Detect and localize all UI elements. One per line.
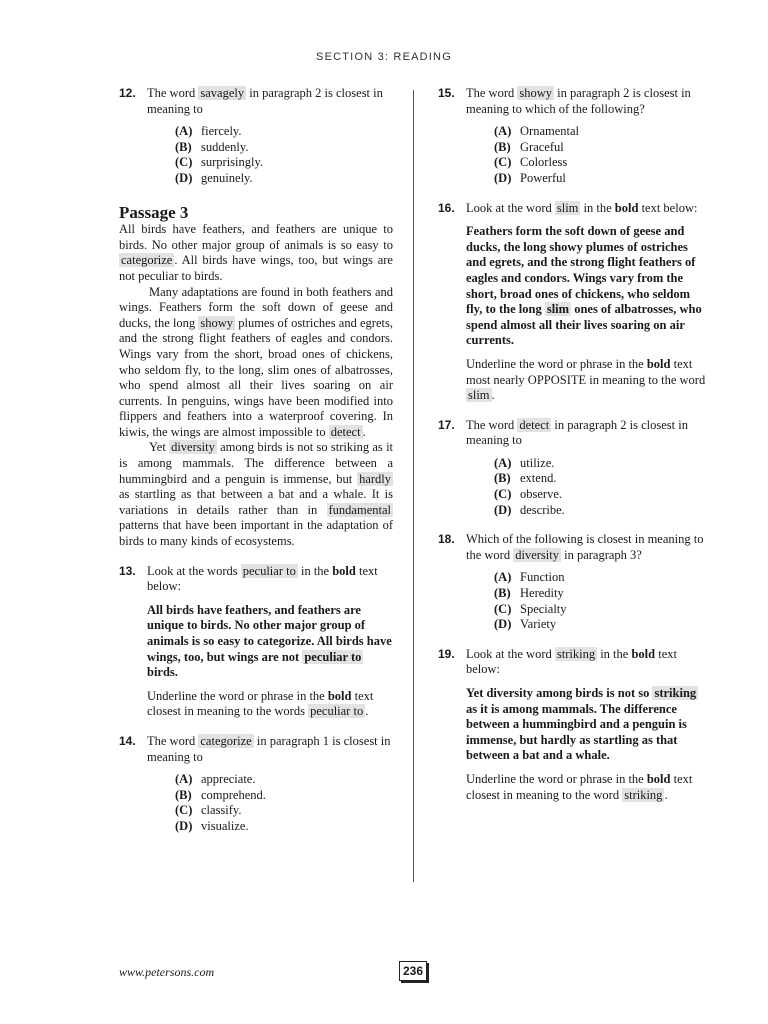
highlighted-word: slim (556, 200, 579, 215)
option-c[interactable]: (C) classify. (175, 803, 242, 818)
highlighted-word: peculiar to (310, 704, 364, 719)
question-12 (119, 86, 393, 187)
option-a[interactable]: (A) Ornamental (494, 124, 580, 139)
right-column (438, 86, 708, 803)
question-stem: Look at the word striking in the bold text below: (466, 646, 677, 677)
option-a[interactable]: (A) appreciate. (175, 772, 256, 787)
question-stem: The word categorize in paragraph 1 is closest in meaning to (147, 733, 391, 764)
option-d[interactable]: (D) visualize. (175, 818, 249, 833)
question-stem: Look at the word slim in the bold text below: (466, 200, 698, 215)
question-stem: The word detect in paragraph 2 is closest in meaning to (466, 417, 688, 448)
instruction: Underline the word or phrase in the bold text closest in meaning to the word striking . (466, 771, 693, 802)
highlighted-word: categorize (200, 733, 252, 748)
highlighted-word: diversity (171, 440, 215, 455)
passage-3 (119, 202, 394, 550)
question-number: 17. (438, 417, 455, 432)
answer-options (175, 124, 393, 186)
paragraph-3: Yet diversity among birds is not so striking as it is among mammals. The difference between a hummingbird and a penguin is immense, but hardly as startling as that between a bat and a whale. It is variations in details rather than in fundamental patterns that have been important in the adaptation of birds to many kinds of ecosystems. (119, 440, 394, 549)
question-number: 19. (438, 646, 455, 661)
question-stem: The word showy in paragraph 2 is closest in meaning to which of the following? (466, 86, 691, 116)
option-b[interactable]: (B) extend. (494, 471, 557, 486)
instruction: Underline the word or phrase in the bold text most nearly OPPOSITE in meaning to the word slim . (466, 356, 706, 403)
highlighted-word: fundamental (328, 502, 391, 517)
option-b[interactable]: (B) suddenly. (175, 139, 249, 154)
question-16 (438, 201, 708, 404)
question-14 (119, 734, 393, 835)
option-c[interactable]: (C) observe. (494, 487, 562, 502)
answer-options (494, 570, 708, 632)
question-number: 16. (438, 200, 455, 215)
question-18 (438, 532, 708, 633)
highlighted-word: slim (468, 388, 490, 403)
option-c[interactable]: (C) surprisingly. (175, 155, 264, 170)
question-number: 13. (119, 563, 136, 578)
bold-excerpt[interactable]: Yet diversity among birds is not so striking as it is among mammals. The difference between a hummingbird and a penguin is immense, but hardly as startling as that between a bat and a whale. (466, 686, 697, 763)
highlighted-word: slim (546, 302, 570, 317)
column-divider (413, 90, 414, 882)
question-19 (438, 647, 708, 803)
highlighted-word: peculiar to (304, 649, 362, 664)
highlighted-word: showy (200, 315, 234, 330)
highlighted-word: savagely (200, 86, 245, 100)
answer-options (175, 772, 393, 834)
highlighted-word: diversity (515, 547, 559, 562)
option-a[interactable]: (A) fiercely. (175, 124, 242, 139)
highlighted-word: peculiar to (242, 563, 296, 578)
question-17 (438, 418, 708, 519)
footer-url: www.petersons.com (119, 965, 215, 979)
highlighted-word: striking (624, 787, 663, 802)
question-number: 15. (438, 86, 455, 100)
answer-options (494, 124, 708, 186)
paragraph-1: All birds have feathers, and feathers are unique to birds. No other major group of animals is so easy to categorize . All birds have wings, too, but wings are not peculiar to birds. (119, 222, 393, 283)
option-c[interactable]: (C) Colorless (494, 155, 568, 170)
question-15 (438, 86, 708, 187)
paragraph-2: Many adaptations are found in both feathers and wings. Feathers form the soft down of geese and ducks, the long showy plumes of ostriches and egrets, and the strong flight feathers of eagles and condors. Wings vary from the short, broad ones of chickens, who seldom fly, to the long, slim ones of albatrosses, who spend almost all their lives soaring on air currents. In penguins, wings have been modified into flippers and feathers into a waterproof covering. In kiwis, the wings are almost impossible to detect . (119, 284, 393, 439)
highlighted-word: detect (330, 424, 361, 439)
highlighted-word: striking (654, 686, 697, 700)
left-column (119, 86, 393, 835)
option-b[interactable]: (B) comprehend. (175, 787, 266, 802)
option-a[interactable]: (A) utilize. (494, 455, 555, 470)
highlighted-word: detect (519, 417, 550, 432)
question-number: 18. (438, 532, 455, 547)
bold-excerpt[interactable]: All birds have feathers, and feathers are unique to birds. No other major group of animals is so easy to categorize. All birds have wings, too, but wings are not peculiar to birds. (147, 602, 392, 680)
passage-title: Passage 3 (119, 202, 189, 222)
question-13 (119, 564, 393, 720)
question-stem: The word savagely in paragraph 2 is closest in meaning to (147, 86, 383, 116)
option-c[interactable]: (C) Specialty (494, 601, 567, 616)
highlighted-word: showy (519, 86, 553, 100)
option-d[interactable]: (D) Variety (494, 617, 557, 632)
question-stem: Look at the words peculiar to in the bold text below: (147, 563, 378, 594)
highlighted-word: categorize (121, 253, 173, 268)
instruction: Underline the word or phrase in the bold text closest in meaning to the words peculiar to . (147, 688, 374, 719)
bold-excerpt[interactable]: Feathers form the soft down of geese and ducks, the long showy plumes of ostriches and egrets, and the strong flight feathers of eagles and condors. Wings vary from the short, broad ones of chickens, who seldom fly, to the long slim ones of albatrosses, who spend almost all their lives soaring on air currents. (466, 224, 702, 348)
section-header: SECTION 3: READING (316, 51, 452, 63)
question-stem: Which of the following is closest in meaning to the word diversity in paragraph 3? (466, 532, 704, 562)
option-d[interactable]: (D) describe. (494, 502, 565, 517)
page-number: 236 (399, 961, 427, 981)
option-d[interactable]: (D) genuinely. (175, 170, 253, 185)
highlighted-word: striking (556, 646, 596, 661)
highlighted-word: hardly (359, 471, 391, 486)
option-b[interactable]: (B) Graceful (494, 139, 564, 154)
question-number: 12. (119, 86, 136, 100)
option-a[interactable]: (A) Function (494, 570, 565, 585)
option-b[interactable]: (B) Heredity (494, 586, 564, 601)
answer-options (494, 456, 708, 518)
question-number: 14. (119, 733, 136, 748)
option-d[interactable]: (D) Powerful (494, 170, 566, 185)
